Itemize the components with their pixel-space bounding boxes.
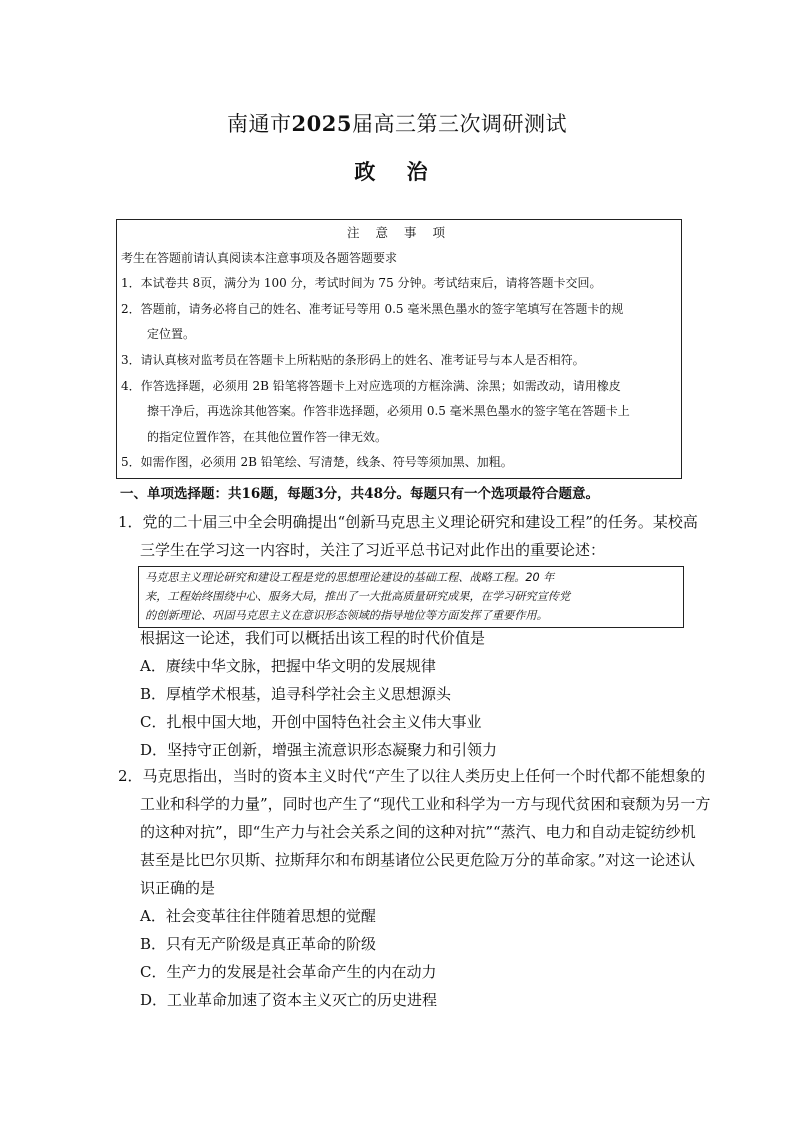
question-line: 识正确的是	[140, 879, 216, 897]
title-year: 2025	[291, 111, 352, 136]
notice-line: 2．答题前，请务必将自己的姓名、准考证号等用 0.5 毫米黑色墨水的签字笔填写在答题卡的规	[121, 301, 624, 316]
notice-line: 擦干净后，再选涂其他答案。作答非选择题，必须用 0.5 毫米黑色墨水的签字笔在答题卡上	[147, 404, 630, 419]
quote-line: 的创新理论、巩固马克思主义在意识形态领域的指导地位等方面发挥了重要作用。	[145, 609, 548, 622]
question-1-stem	[118, 508, 698, 564]
option-b: B．只有无产阶级是真正革命的阶级	[140, 935, 377, 953]
notice-line: 3．请认真核对监考员在答题卡上所粘贴的条形码上的姓名、准考证号与本人是否相符。	[121, 352, 585, 367]
title-rest: 届高三第三次调研测试	[351, 112, 567, 136]
question-prompt: 根据这一论述，我们可以概括出该工程的时代价值是	[140, 629, 486, 647]
question-line: 三学生在学习这一内容时，关注了习近平总书记对此作出的重要论述：	[140, 541, 606, 559]
quote-line: 来，工程始终围绕中心、服务大局，推出了一大批高质量研究成果，在学习研究宣传党	[145, 590, 571, 603]
quote-box	[138, 566, 684, 628]
question-line: 1．党的二十届三中全会明确提出“创新马克思主义理论研究和建设工程”的任务。某校高	[118, 513, 698, 531]
question-line: 2．马克思指出，当时的资本主义时代“产生了以往人类历史上任何一个时代都不能想象的	[118, 767, 706, 785]
notice-line: 1．本试卷共 8页，满分为 100 分，考试时间为 75 分钟。考试结束后，请将答题卡交回。	[121, 276, 602, 291]
option-a: A．社会变革往往伴随着思想的觉醒	[140, 907, 376, 925]
section-heading: 一、单项选择题：共16题，每题3分，共48分。每题只有一个选项最符合题意。	[120, 486, 599, 502]
notice-line: 5．如需作图，必须用 2B 铅笔绘、写清楚，线条、符号等须加黑、加粗。	[121, 455, 513, 470]
notice-line: 的指定位置作答，在其他位置作答一律无效。	[147, 429, 388, 444]
option-d: D．坚持守正创新，增强主流意识形态凝聚力和引领力	[140, 741, 498, 759]
question-line: 工业和科学的力量”，同时也产生了“现代工业和科学为一方与现代贫困和衰颓为另一方	[140, 795, 711, 813]
exam-title	[0, 108, 794, 138]
option-d: D．工业革命加速了资本主义灭亡的历史进程	[140, 991, 438, 1009]
option-b: B．厚植学术根基，追寻科学社会主义思想源头	[140, 685, 452, 703]
notice-box	[116, 219, 682, 479]
question-1-body	[118, 624, 688, 764]
question-line: 甚至是比巴尔贝斯、拉斯拜尔和布朗基诸位公民更危险万分的革命家。”对这一论述认	[140, 851, 696, 869]
option-c: C．扎根中国大地，开创中国特色社会主义伟大事业	[140, 713, 482, 731]
question-2	[118, 762, 711, 1014]
notice-line: 定位置。	[147, 327, 196, 342]
notice-heading: 注 意 事 项	[347, 225, 451, 240]
exam-subject: 政 治	[354, 159, 440, 184]
question-line: 的这种对抗”，即“生产力与社会关系之间的这种对抗”“蒸汽、电力和自动走锭纺纱机	[140, 823, 696, 841]
quote-line: 马克思主义理论研究和建设工程是党的思想理论建设的基础工程、战略工程。20 年	[145, 571, 555, 584]
title-city: 南通市	[227, 112, 292, 136]
option-a: A．赓续中华文脉，把握中华文明的发展规律	[140, 657, 436, 675]
notice-line: 4．作答选择题，必须用 2B 铅笔将答题卡上对应选项的方框涂满、涂黑；如需改动，请用橡皮	[121, 378, 621, 393]
notice-line: 考生在答题前请认真阅读本注意事项及各题答题要求	[121, 250, 398, 265]
option-c: C．生产力的发展是社会革命产生的内在动力	[140, 963, 437, 981]
